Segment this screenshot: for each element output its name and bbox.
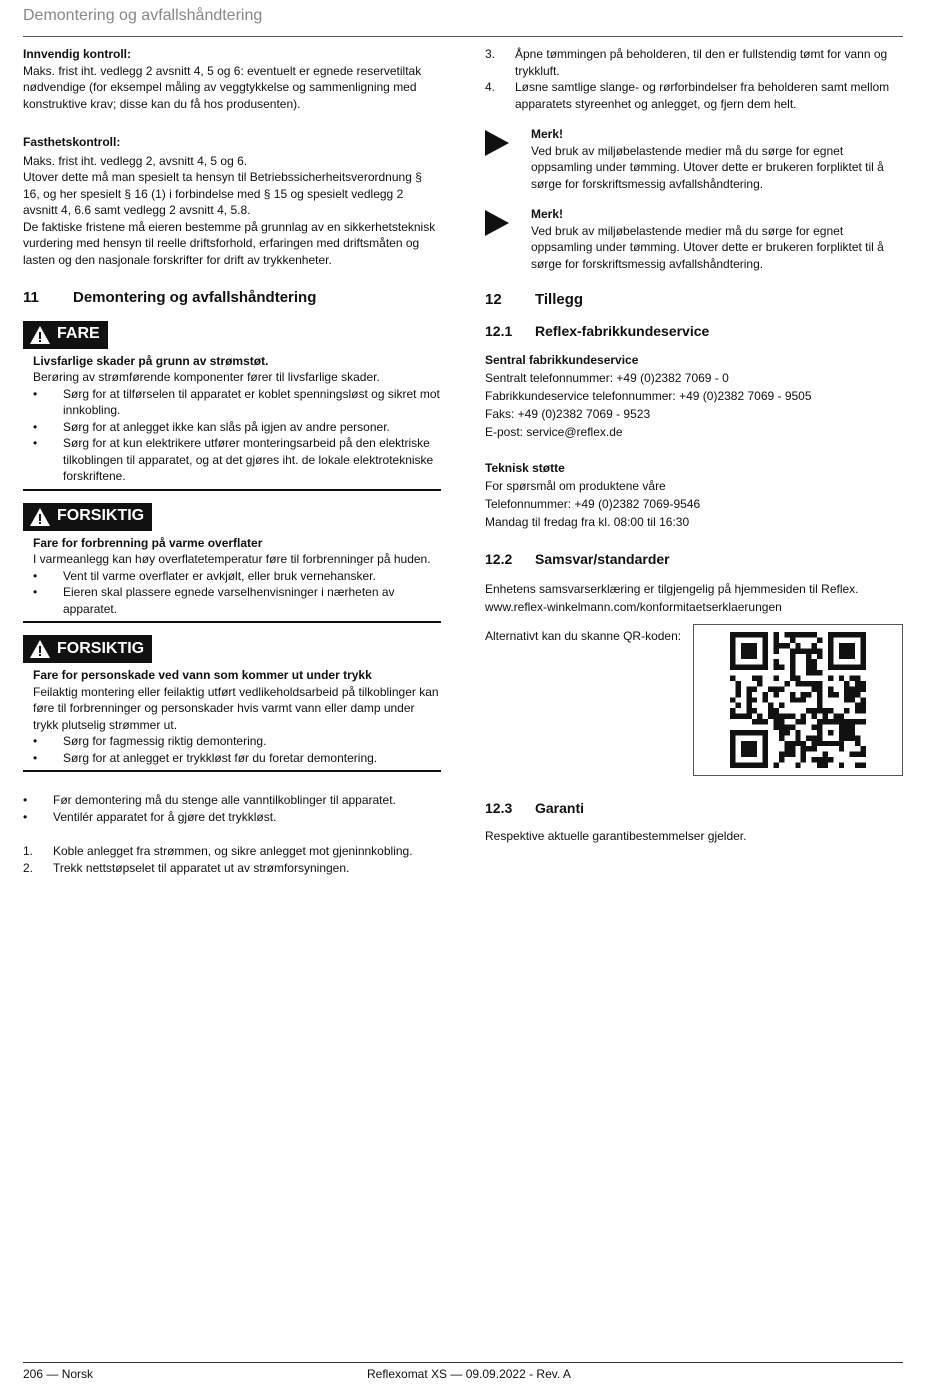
warning-badge [23,321,108,349]
fasthetskontroll [23,134,441,268]
list-item: • Eieren skal plassere egnede varselhenvisninger i nærheten av apparatet. [33,584,441,617]
warning-badge-label: FORSIKTIG [57,639,145,657]
header-title: Demontering og avfallshåndtering [23,7,263,24]
step-item: 4. Løsne samtlige slange- og rørforbindelser fra beholderen samt mellom apparatets styreenhet og anlegget, og fjern dem helt. [485,80,890,111]
warning-badge-label: FORSIKTIG [57,507,145,525]
subsection-number: 12.1 [485,322,513,339]
service-line: Faks: +49 (0)2382 7069 - 9523 [485,407,651,421]
service-block [485,351,903,441]
qr-code-icon [730,632,866,768]
warning-title: Fare for personskade ved vann som kommer ut under trykk [33,668,372,682]
note-text: Ved bruk av miljøbelastende medier må du sørge for egnet oppsamling under tømming. Utover dette er brukeren forpliktet til å sørge for forskriftsmessig avfallshåndtering. [531,223,884,271]
page-header [23,6,903,37]
subsection-number: 12.2 [485,551,513,567]
note-1 [485,126,903,192]
list-item: • Ventilér apparatet for å gjøre det trykkløst. [23,809,441,826]
subsection-12-1-heading [485,323,903,340]
qr-code-box [693,624,903,776]
section-title: Tillegg [535,291,584,308]
qr-row [485,624,903,776]
warning-triangle-icon [29,639,51,659]
step-item: 1. Koble anlegget fra strømmen, og sikre anlegget mot gjeninnkobling. [23,844,413,858]
list-item: • Før demontering må du stenge alle vanntilkoblinger til apparatet. [23,792,441,809]
innvendig-title: Innvendig kontroll: [23,47,131,61]
innvendig-text: Maks. frist iht. vedlegg 2 avsnitt 4, 5 og 6: eventuelt er egnede reservetiltak nødvendige (for eksempel måling av veggtykkelse og sammenligning med konstruktive krav; disse kan du få hos produsenten). [23,63,422,111]
support-title: Teknisk støtte [485,461,565,475]
warning-title: Fare for forbrenning på varme overflater [33,535,263,550]
samsvar-text: Enhetens samsvarserklæring er tilgjengelig på hjemmesiden til Reflex. [485,581,859,596]
step-item: 3. Åpne tømmingen på beholderen, til den er fullstendig tømt for vann og trykkluft. [485,47,888,78]
service-title: Sentral fabrikkundeservice [485,353,639,367]
step-item: 2. Trekk nettstøpselet til apparatet ut av strømforsyningen. [23,860,350,875]
section-12-heading [485,292,903,309]
page-footer [23,1362,903,1381]
right-column [485,46,903,845]
fasthet-p1: Maks. frist iht. vedlegg 2, avsnitt 4, 5 og 6. [23,153,248,168]
fasthet-title: Fasthetskontroll: [23,135,121,149]
garanti-text: Respektive aktuelle garantibestemmelser gjelder. [485,829,747,843]
subsection-title: Samsvar/standarder [535,551,670,567]
note-title: Merk! [531,207,564,221]
list-item: • Sørg for at anlegget er trykkløst før du foretar demontering. [33,750,441,767]
fasthet-p3: De faktiske fristene må eieren bestemme på grunnlag av en sikkerhetsteknisk vurdering med hensyn til reelle driftsforhold, erfaringen med driftsmåten og lasten og den nasjonale forskrifter for drift av trykkenheter. [23,219,436,267]
subsection-number: 12.3 [485,799,513,816]
warning-fare [23,321,441,491]
list-item: • Sørg for at anlegget ikke kan slås på igjen av andre personer. [33,419,441,436]
steps-list [485,46,903,112]
list-item: • Vent til varme overflater er avkjølt, eller bruk vernehansker. [33,568,441,585]
warning-text: I varmeanlegg kan høy overflatetemperatur føre til forbrenninger på huden. [33,552,431,566]
section-11-heading [23,290,441,307]
qr-label: Alternativt kan du skanne QR-koden: [485,628,682,643]
warning-forsiktig-pressure [23,635,441,772]
service-email: E-post: service@reflex.de [485,425,623,439]
section-number: 12 [485,291,502,308]
note-text: Ved bruk av miljøbelastende medier må du sørge for egnet oppsamling under tømming. Utover dette er brukeren forpliktet til å sørge for forskriftsmessig avfallshåndtering. [531,143,884,191]
warning-triangle-icon [29,507,51,527]
warning-text: Berøring av strømførende komponenter fører til livsfarlige skader. [33,370,380,384]
innvendig-kontroll [23,46,441,112]
warning-badge [23,635,152,663]
warning-badge [23,503,152,531]
support-block [485,459,903,531]
list-item: • Sørg for fagmessig riktig demontering. [33,733,441,750]
warning-title: Livsfarlige skader på grunn av strømstøt. [33,353,269,368]
note-title: Merk! [531,127,564,141]
samsvar-block [485,580,903,616]
support-line: For spørsmål om produktene våre [485,479,666,493]
steps-list [23,843,441,876]
section-title: Demontering og avfallshåndtering [73,289,317,306]
warning-badge-label: FARE [57,325,100,343]
note-2 [485,206,903,272]
footer-page: 206 — Norsk [23,1367,94,1381]
list-item: • Sørg for at kun elektrikere utfører monteringsarbeid på den elektriske tilkoblingen til apparatet, og at det gjøres iht. de lokale elektrotekniske forskriftene. [33,435,441,485]
support-line: Mandag til fredag fra kl. 08:00 til 16:30 [485,515,690,529]
left-column [23,46,441,876]
subsection-12-3-heading [485,800,903,817]
samsvar-url[interactable]: www.reflex-winkelmann.com/konformitaetserklaerungen [485,599,782,614]
warning-forsiktig-burn [23,503,441,624]
footer-doc: Reflexomat XS — 09.09.2022 - Rev. A [367,1367,571,1381]
warning-triangle-icon [29,325,51,345]
warning-text: Feilaktig montering eller feilaktig utført vedlikeholdsarbeid på tilkoblinger kan føre til forbrenninger og personskader hvis varmt vann eller damp under trykk plutselig strømmer ut. [33,684,439,732]
service-line: Sentralt telefonnummer: +49 (0)2382 7069 - 0 [485,371,729,385]
subsection-12-2-heading [485,551,903,568]
arrow-right-icon [485,210,509,236]
list-item: • Sørg for at tilførselen til apparatet er koblet spenningsløst og sikret mot innkobling. [33,386,441,419]
service-line: Fabrikkundeservice telefonnummer: +49 (0)2382 7069 - 9505 [485,389,812,403]
subsection-title: Reflex-fabrikkundeservice [535,322,710,339]
section-number: 11 [23,289,39,306]
subsection-title: Garanti [535,799,585,816]
fasthet-p2: Utover dette må man spesielt ta hensyn til Betriebssicherheitsverordnung § 16, og her spesielt § 16 (1) i forbindelse med § 15 og spesielt vedlegg 2 avsnitt 4, 6.6 samt vedlegg 2 avsnitt 4, 5.8. [23,170,422,217]
support-line: Telefonnummer: +49 (0)2382 7069-9546 [485,497,701,511]
arrow-right-icon [485,130,509,156]
pre-steps-list [23,792,441,825]
